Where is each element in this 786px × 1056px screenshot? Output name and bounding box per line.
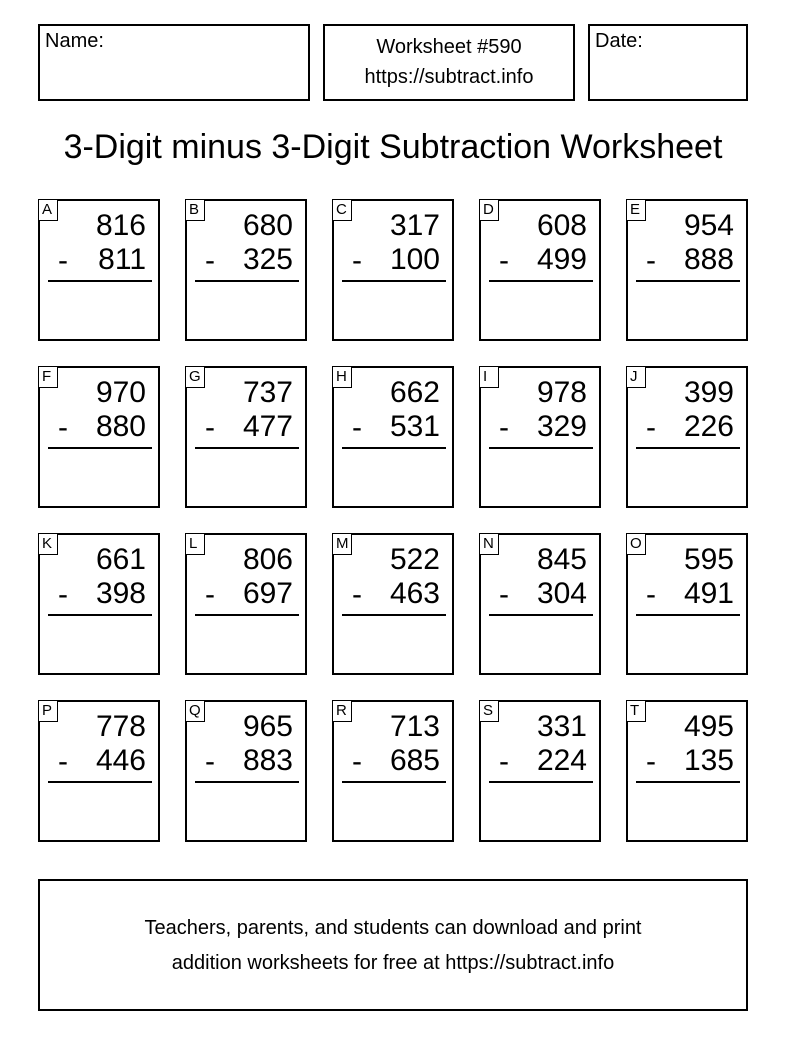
subtrahend: 224 bbox=[536, 744, 587, 777]
problem-card-k[interactable] bbox=[38, 533, 160, 675]
answer-line bbox=[636, 447, 740, 449]
problem-card-l[interactable] bbox=[185, 533, 307, 675]
problem-card-c[interactable] bbox=[332, 199, 454, 341]
minus-sign: - bbox=[499, 411, 509, 444]
problem-letter: D bbox=[479, 199, 499, 221]
problem-letter: L bbox=[185, 533, 205, 555]
problem-letter: E bbox=[626, 199, 646, 221]
subtrahend: 463 bbox=[389, 577, 440, 610]
minuend: 778 bbox=[95, 710, 146, 743]
minuend: 978 bbox=[536, 376, 587, 409]
problem-letter: H bbox=[332, 366, 352, 388]
problem-card-h[interactable] bbox=[332, 366, 454, 508]
minuend: 806 bbox=[242, 543, 293, 576]
subtrahend: 100 bbox=[389, 243, 440, 276]
answer-line bbox=[636, 280, 740, 282]
problem-letter: G bbox=[185, 366, 205, 388]
minuend: 954 bbox=[683, 209, 734, 242]
subtrahend: 811 bbox=[98, 243, 146, 276]
minuend: 680 bbox=[242, 209, 293, 242]
minuend: 331 bbox=[536, 710, 587, 743]
page-title: 3-Digit minus 3-Digit Subtraction Worksheet bbox=[63, 128, 723, 166]
subtrahend: 135 bbox=[683, 744, 734, 777]
problem-letter: T bbox=[626, 700, 646, 722]
minus-sign: - bbox=[58, 244, 68, 277]
date-label: Date: bbox=[595, 30, 643, 52]
minus-sign: - bbox=[58, 411, 68, 444]
name-label: Name: bbox=[45, 30, 104, 52]
minuend: 595 bbox=[683, 543, 734, 576]
answer-line bbox=[342, 280, 446, 282]
answer-line bbox=[195, 781, 299, 783]
minus-sign: - bbox=[352, 578, 362, 611]
subtrahend: 888 bbox=[683, 243, 734, 276]
subtrahend: 398 bbox=[95, 577, 146, 610]
problem-card-j[interactable] bbox=[626, 366, 748, 508]
problem-letter: O bbox=[626, 533, 646, 555]
problem-card-g[interactable] bbox=[185, 366, 307, 508]
subtrahend: 531 bbox=[389, 410, 440, 443]
minus-sign: - bbox=[352, 411, 362, 444]
subtrahend: 477 bbox=[242, 410, 293, 443]
minus-sign: - bbox=[352, 244, 362, 277]
worksheet-number: Worksheet #590 bbox=[376, 36, 522, 58]
minuend: 965 bbox=[242, 710, 293, 743]
subtrahend: 226 bbox=[683, 410, 734, 443]
minus-sign: - bbox=[205, 578, 215, 611]
subtrahend: 883 bbox=[242, 744, 293, 777]
minuend: 522 bbox=[389, 543, 440, 576]
problem-card-f[interactable] bbox=[38, 366, 160, 508]
subtrahend: 325 bbox=[242, 243, 293, 276]
problem-card-r[interactable] bbox=[332, 700, 454, 842]
minus-sign: - bbox=[352, 745, 362, 778]
subtrahend: 697 bbox=[242, 577, 293, 610]
problem-letter: F bbox=[38, 366, 58, 388]
answer-line bbox=[636, 614, 740, 616]
problem-card-q[interactable] bbox=[185, 700, 307, 842]
answer-line bbox=[342, 614, 446, 616]
problem-letter: M bbox=[332, 533, 352, 555]
minuend: 495 bbox=[683, 710, 734, 743]
answer-line bbox=[489, 781, 593, 783]
answer-line bbox=[489, 280, 593, 282]
problem-letter: K bbox=[38, 533, 58, 555]
minus-sign: - bbox=[205, 244, 215, 277]
minuend: 816 bbox=[95, 209, 146, 242]
subtrahend: 499 bbox=[536, 243, 587, 276]
problem-letter: N bbox=[479, 533, 499, 555]
problem-card-o[interactable] bbox=[626, 533, 748, 675]
subtrahend: 880 bbox=[95, 410, 146, 443]
minuend: 845 bbox=[536, 543, 587, 576]
minuend: 970 bbox=[95, 376, 146, 409]
minuend: 608 bbox=[536, 209, 587, 242]
minuend: 661 bbox=[95, 543, 146, 576]
subtrahend: 446 bbox=[95, 744, 146, 777]
minus-sign: - bbox=[58, 578, 68, 611]
answer-line bbox=[489, 447, 593, 449]
problem-letter: R bbox=[332, 700, 352, 722]
footer-line-2: addition worksheets for free at https://subtract.info bbox=[171, 952, 615, 974]
minus-sign: - bbox=[499, 578, 509, 611]
minus-sign: - bbox=[205, 411, 215, 444]
subtrahend: 304 bbox=[536, 577, 587, 610]
minuend: 713 bbox=[389, 710, 440, 743]
problem-card-e[interactable] bbox=[626, 199, 748, 341]
subtrahend: 329 bbox=[536, 410, 587, 443]
subtrahend: 685 bbox=[389, 744, 440, 777]
answer-line bbox=[48, 447, 152, 449]
answer-line bbox=[342, 781, 446, 783]
minus-sign: - bbox=[646, 411, 656, 444]
problem-letter: I bbox=[479, 366, 499, 388]
footer-line-1: Teachers, parents, and students can download and print bbox=[144, 917, 642, 939]
problem-card-n[interactable] bbox=[479, 533, 601, 675]
footer-box bbox=[38, 879, 748, 1011]
minus-sign: - bbox=[646, 745, 656, 778]
problem-letter: A bbox=[38, 199, 58, 221]
problem-card-a[interactable] bbox=[38, 199, 160, 341]
problem-card-b[interactable] bbox=[185, 199, 307, 341]
problem-card-t[interactable] bbox=[626, 700, 748, 842]
minuend: 399 bbox=[683, 376, 734, 409]
answer-line bbox=[195, 447, 299, 449]
problem-letter: S bbox=[479, 700, 499, 722]
problem-letter: J bbox=[626, 366, 646, 388]
subtrahend: 491 bbox=[683, 577, 734, 610]
minus-sign: - bbox=[58, 745, 68, 778]
minus-sign: - bbox=[205, 745, 215, 778]
answer-line bbox=[489, 614, 593, 616]
answer-line bbox=[636, 781, 740, 783]
answer-line bbox=[48, 280, 152, 282]
problem-card-p[interactable] bbox=[38, 700, 160, 842]
problem-card-m[interactable] bbox=[332, 533, 454, 675]
minuend: 662 bbox=[389, 376, 440, 409]
minuend: 317 bbox=[389, 209, 440, 242]
answer-line bbox=[195, 280, 299, 282]
problem-letter: P bbox=[38, 700, 58, 722]
answer-line bbox=[195, 614, 299, 616]
minuend: 737 bbox=[242, 376, 293, 409]
minus-sign: - bbox=[499, 244, 509, 277]
answer-line bbox=[48, 781, 152, 783]
minus-sign: - bbox=[646, 578, 656, 611]
minus-sign: - bbox=[646, 244, 656, 277]
problem-card-d[interactable] bbox=[479, 199, 601, 341]
problem-card-s[interactable] bbox=[479, 700, 601, 842]
answer-line bbox=[342, 447, 446, 449]
problem-card-i[interactable] bbox=[479, 366, 601, 508]
problem-letter: C bbox=[332, 199, 352, 221]
problem-letter: B bbox=[185, 199, 205, 221]
problem-letter: Q bbox=[185, 700, 205, 722]
answer-line bbox=[48, 614, 152, 616]
minus-sign: - bbox=[499, 745, 509, 778]
worksheet-url: https://subtract.info bbox=[364, 66, 534, 88]
